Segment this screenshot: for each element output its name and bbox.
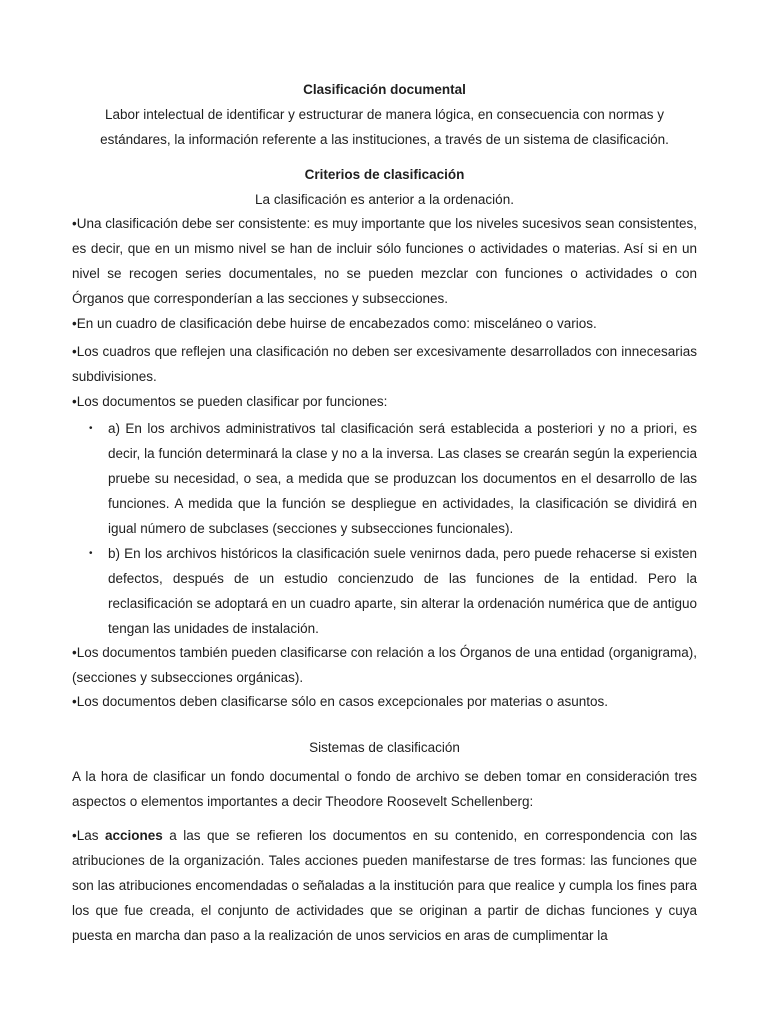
systems-heading: Sistemas de clasificación xyxy=(309,740,460,755)
criteria-item-consistency: •Una clasificación debe ser consistente: es muy importante que los niveles sucesivos sean consistentes, es decir, que en un mismo nivel se han de incluir sólo funciones o actividades o materias. Así si en un nivel se recogen series documentales, no se pueden mezclar con funciones o actividades o con Órganos que corresponderían a las secciones y subsecciones. xyxy=(72,216,697,306)
list-bullet: • xyxy=(89,548,93,559)
criteria-intro: La clasificación es anterior a la ordenación. xyxy=(255,192,514,207)
acciones-prefix: •Las xyxy=(72,828,105,843)
acciones-paragraph xyxy=(72,823,697,948)
criteria-item-subdivisions: •Los cuadros que reflejen una clasificación no deben ser excesivamente desarrollados con innecesarias subdivisiones. xyxy=(72,344,697,384)
function-subitem-a: a) En los archivos administrativos tal clasificación será establecida a posteriori y no a priori, es decir, la función determinará la clase y no a la inversa. Las clases se crearán según la experiencia pruebe su necesidad, o sea, a medida que se produzcan los documentos en el desarrollo de las funciones. A medida que la función se despliegue en actividades, la clasificación se dividirá en igual número de subclases (secciones y subsecciones funcionales). xyxy=(108,421,697,536)
criteria-item-functions: •Los documentos se pueden clasificar por funciones: xyxy=(72,394,388,409)
list-bullet: • xyxy=(89,423,93,434)
criteria-heading: Criterios de clasificación xyxy=(304,167,465,182)
criteria-item-subjects: •Los documentos deben clasificarse sólo en casos excepcionales por materias o asuntos. xyxy=(72,694,609,709)
acciones-keyword: acciones xyxy=(104,828,163,843)
function-subitem-b: b) En los archivos históricos la clasificación suele venirnos dada, pero puede rehacerse si existen defectos, después de un estudio concienzudo de las funciones de la entidad. Pero la reclasificación se adoptará en un cuadro aparte, sin alterar la ordenación numérica que de antiguo tengan las unidades de instalación. xyxy=(108,546,697,636)
definition-paragraph: Labor intelectual de identificar y estructurar de manera lógica, en consecuencia con normas y estándares, la información referente a las instituciones, a través de un sistema de clasificación. xyxy=(100,107,669,147)
systems-intro: A la hora de clasificar un fondo documental o fondo de archivo se deben tomar en consideración tres aspectos o elementos importantes a decir Theodore Roosevelt Schellenberg: xyxy=(72,769,697,809)
acciones-text: a las que se refieren los documentos en su contenido, en correspondencia con las atribuciones de la organización. Tales acciones pueden manifestarse de tres formas: las funciones que son las atribuciones encomendadas o señaladas a la institución para que realice y cumpla los fines para los que fue creada, el conjunto de actividades que se originan a partir de dichas funciones y cuya puesta en marcha dan paso a la realización de unos servicios en aras de cumplimentar la xyxy=(72,828,698,943)
criteria-item-headings: •En un cuadro de clasificación debe huirse de encabezados como: misceláneo o varios. xyxy=(72,316,597,331)
criteria-item-organs: •Los documentos también pueden clasificarse con relación a los Órganos de una entidad (organigrama), (secciones y subsecciones orgánicas). xyxy=(72,645,697,685)
document-title: Clasificación documental xyxy=(303,82,466,97)
